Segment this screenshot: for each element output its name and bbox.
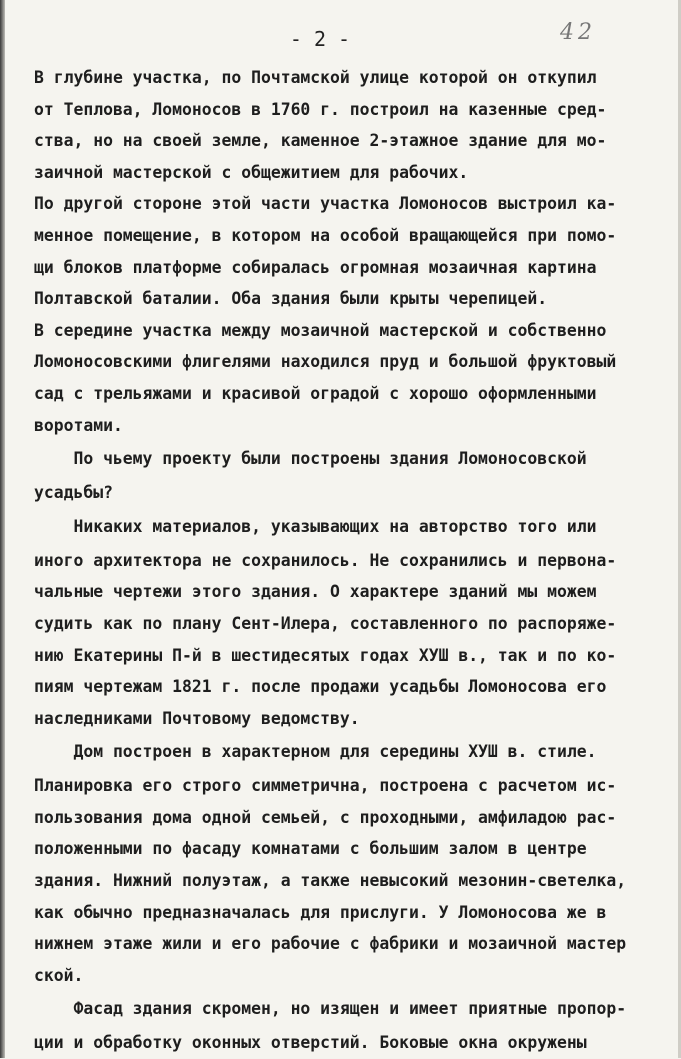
- folio-mark: 42: [560, 20, 596, 45]
- text-line: судить как по плану Сент-Илера, составленного по распоряже-: [34, 613, 617, 633]
- text-line: сад с трельяжами и красивой оградой с хорошо оформленными: [34, 383, 597, 403]
- text-line: ции и обработку оконных отверстий. Боковые окна окружены: [34, 1033, 587, 1053]
- text-line: нию Екатерины П-й в шестидесятых годах ХУШ в., так и по ко-: [34, 645, 617, 665]
- text-line: По другой стороне этой части участка Ломоносов выстроил ка-: [34, 194, 617, 214]
- text-line: пользования дома одной семьей, с проходными, амфиладою рас-: [34, 807, 617, 827]
- text-line: Планировка его строго симметрична, построена с расчетом ис-: [34, 776, 617, 796]
- text-line: В глубине участка, по Почтамской улице которой он откупил: [34, 68, 597, 87]
- text-line: Никаких материалов, указывающих на авторство того или: [34, 516, 597, 536]
- body-text: [34, 62, 674, 1059]
- text-line: Ломоносовскими флигелями находился пруд и большой фруктовый: [34, 352, 617, 372]
- text-line: В середине участка между мозаичной мастерской и собственно: [34, 320, 607, 340]
- text-line: воротами.: [34, 415, 123, 435]
- text-line: ства, но на своей земле, каменное 2-этажное здание для мо-: [34, 131, 607, 151]
- scan-left-edge: [0, 0, 5, 1058]
- text-line: щи блоков платформе собиралась огромная мозаичная картина: [34, 257, 597, 277]
- text-line: от Теплова, Ломоносов в 1760 г. построил на казенные сред-: [34, 99, 607, 119]
- text-line: нижнем этаже жили и его рабочие с фабрики и мозаичной мастер: [34, 934, 627, 954]
- page-number: - 2 -: [289, 27, 351, 51]
- text-line: ской.: [34, 965, 84, 985]
- text-line: Полтавской баталии. Оба здания были крыты черепицей.: [34, 289, 548, 309]
- text-line: положенными по фасаду комнатами с большим залом в центре: [34, 839, 587, 859]
- text-line: Фасад здания скромен, но изящен и имеет приятные пропор-: [34, 999, 627, 1019]
- text-line: пиям чертежам 1821 г. после продажи усадьбы Ломоносова его: [34, 677, 607, 697]
- text-line: чальные чертежи этого здания. О характере зданий мы можем: [34, 582, 597, 602]
- text-line: иного архитектора не сохранилось. Не сохранились и первона-: [34, 550, 617, 570]
- text-line: заичной мастерской с общежитием для рабочих.: [34, 162, 469, 182]
- text-line: как обычно предназначалась для прислуги. У Ломоносова же в: [34, 902, 607, 922]
- text-line: По чьему проекту были построены здания Ломоносовской: [34, 449, 587, 469]
- text-line: Дом построен в характерном для середины ХУШ в. стиле.: [34, 742, 597, 762]
- text-line: наследниками Почтовому ведомству.: [34, 708, 360, 728]
- text-line: менное помещение, в котором на особой вращающейся при помо-: [34, 225, 617, 245]
- text-line: здания. Нижний полуэтаж, а также невысокий мезонин-светелка,: [34, 871, 627, 891]
- text-line: усадьбы?: [34, 483, 113, 503]
